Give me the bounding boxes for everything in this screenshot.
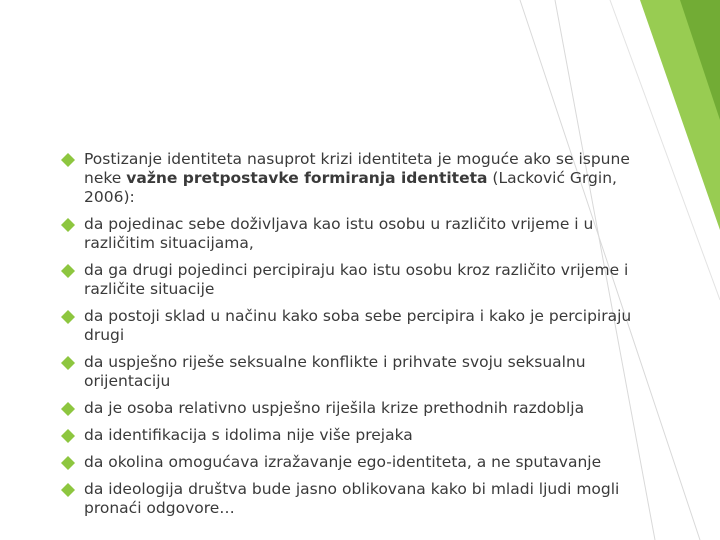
diamond-bullet-icon (52, 218, 84, 232)
list-item-text: da ga drugi pojedinci percipiraju kao istu osobu kroz različito vrijeme i različite situacije (84, 261, 629, 298)
list-item (52, 399, 662, 418)
list-item (52, 150, 662, 207)
list-item (52, 261, 662, 299)
diamond-bullet-icon (52, 153, 84, 167)
diamond-bullet-icon (52, 310, 84, 324)
intro-bold-text: važne pretpostavke formiranja identiteta (126, 169, 488, 187)
diamond-bullet-icon (52, 483, 84, 497)
diamond-bullet-icon (52, 456, 84, 470)
bullet-list (52, 150, 662, 526)
list-item (52, 426, 662, 445)
list-item (52, 307, 662, 345)
list-item-text: da ideologija društva bude jasno oblikovana kako bi mladi ljudi mogli pronaći odgovore… (84, 480, 620, 517)
list-item (52, 215, 662, 253)
intro-text: Postizanje identiteta nasuprot krizi identiteta je moguće ako se ispune neke (84, 150, 630, 187)
diamond-bullet-icon (52, 402, 84, 416)
list-item (52, 480, 662, 518)
intro-citation: (Lacković Grgin, 2006): (84, 169, 617, 206)
list-item-text: da uspješno riješe seksualne konflikte i prihvate svoju seksualnu orijentaciju (84, 353, 586, 390)
list-item-text: da pojedinac sebe doživljava kao istu osobu u različito vrijeme i u različitim situacijama, (84, 215, 594, 252)
diamond-bullet-icon (52, 264, 84, 278)
list-item (52, 453, 662, 472)
list-item-text (84, 150, 662, 207)
diamond-bullet-icon (52, 429, 84, 443)
list-item-text: da identifikacija s idolima nije više prejaka (84, 426, 413, 444)
diamond-bullet-icon (52, 356, 84, 370)
list-item-text: da postoji sklad u načinu kako soba sebe percipira i kako je percipiraju drugi (84, 307, 632, 344)
list-item-text: da okolina omogućava izražavanje ego-identiteta, a ne sputavanje (84, 453, 602, 471)
list-item-text: da je osoba relativno uspješno riješila krize prethodnih razdoblja (84, 399, 585, 417)
list-item (52, 353, 662, 391)
